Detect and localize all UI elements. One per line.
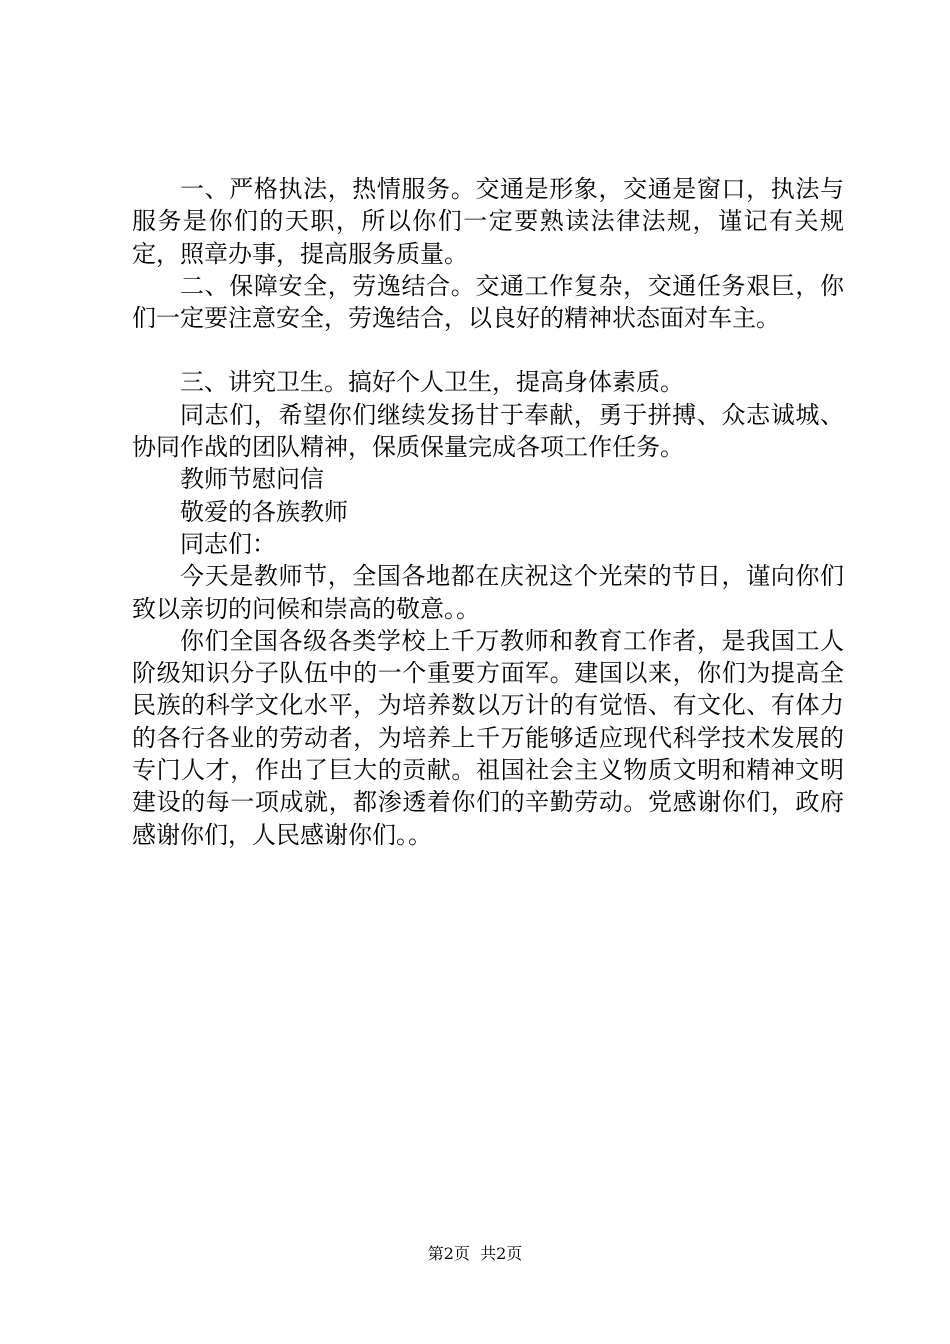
paragraph-2: 二、保障安全，劳逸结合。交通工作复杂，交通任务艰巨，你们一定要注意安全，劳逸结合，以良好的精神状态面对车主。	[132, 271, 844, 333]
paragraph-4: 同志们，希望你们继续发扬甘于奉献，勇于拼搏、众志诚城、协同作战的团队精神，保质保量完成各项工作任务。	[132, 400, 844, 462]
letter-salutation: 敬爱的各族教师	[180, 497, 348, 526]
paragraph-8: 今天是教师节，全国各地都在庆祝这个光荣的节日，谨向你们致以亲切的问候和崇高的敬意。。	[132, 562, 844, 623]
paragraph-3: 三、讲究卫生。搞好个人卫生，提高身体素质。	[180, 368, 684, 397]
letter-greeting: 同志们：	[180, 529, 276, 558]
letter-title: 教师节慰问信	[180, 465, 324, 494]
page-footer	[0, 1244, 950, 1264]
paragraph-9: 你们全国各级各类学校上千万教师和教育工作者，是我国工人阶级知识分子队伍中的一个重要方面军。建国以来，你们为提高全民族的科学文化水平，为培养数以万计的有觉悟、有文化、有体力的各行各业的劳动者，为培养上千万能够适应现代科学技术发展的专门人才，作出了巨大的贡献。祖国社会主义物质文明和精神文明建设的每一项成就，都渗透着你们的辛勤劳动。党感谢你们，政府感谢你们，人民感谢你们。。	[132, 626, 844, 849]
document-body	[132, 173, 844, 851]
page-number: 第2页 共2页	[427, 1244, 523, 1263]
paragraph-1: 一、严格执法，热情服务。交通是形象，交通是窗口，执法与服务是你们的天职，所以你们一定要熟读法律法规，谨记有关规定，照章办事，提高服务质量。	[132, 175, 844, 268]
